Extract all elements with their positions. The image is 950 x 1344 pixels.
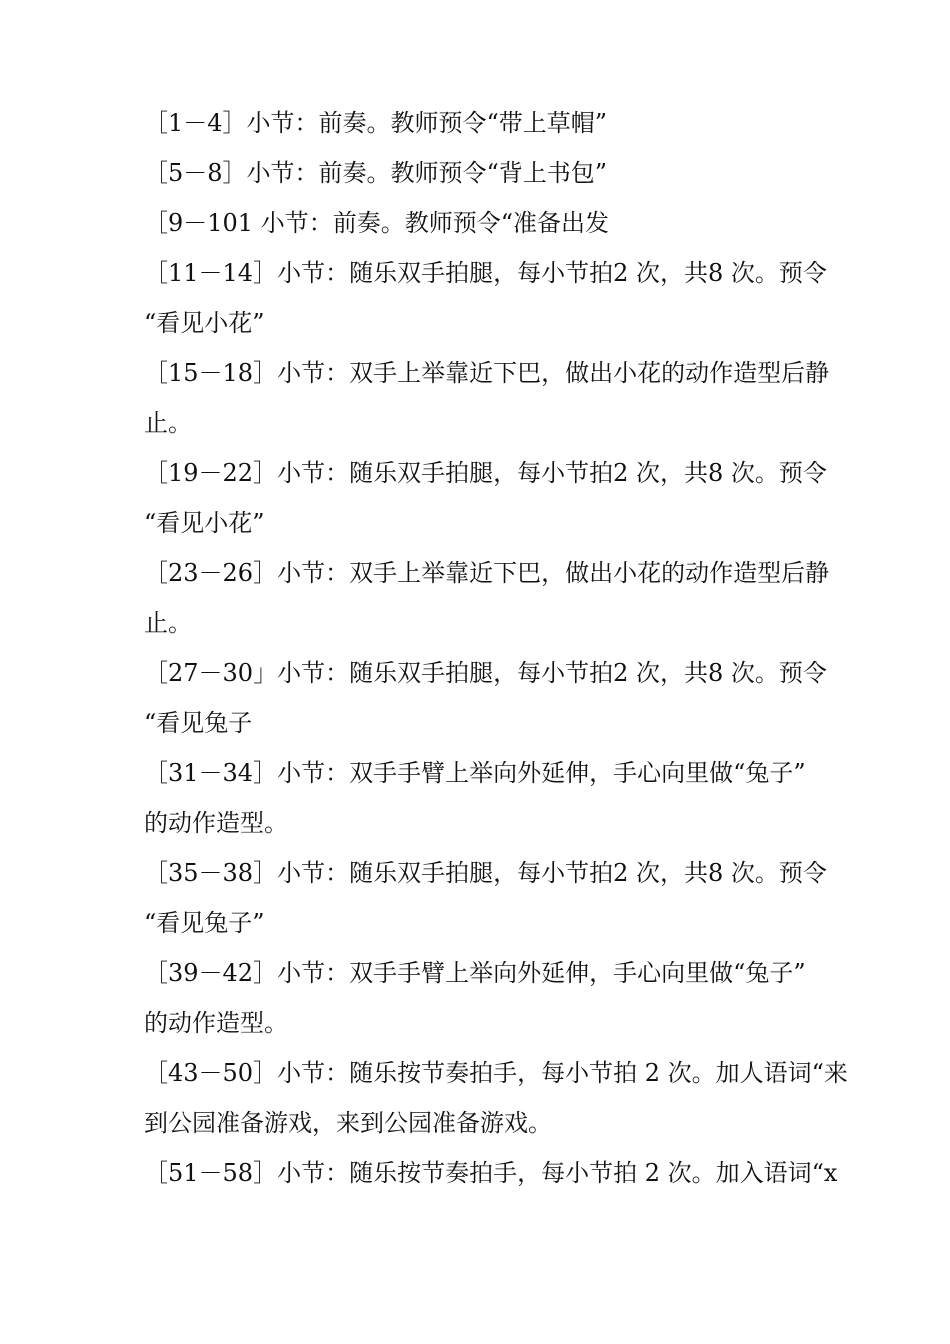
text-line: ［39－42］小节：双手手臂上举向外延伸，手心向里做“兔子” (144, 959, 806, 987)
paragraph-12 (144, 1048, 848, 1148)
paragraph-5 (144, 348, 830, 448)
paragraph-3 (144, 198, 824, 248)
text-line: 止。 (144, 409, 192, 437)
paragraph-11 (144, 948, 824, 1048)
paragraph-9 (144, 748, 824, 848)
text-line: ［19－22］小节：随乐双手拍腿，每小节拍2 次，共8 次。预令 (144, 459, 827, 487)
text-line: 止。 (144, 609, 192, 637)
text-line: 到公园准备游戏，来到公园准备游戏。 (144, 1109, 552, 1137)
paragraph-10 (144, 848, 827, 948)
text-line: ［15－18］小节：双手上举靠近下巴，做出小花的动作造型后静 (144, 359, 830, 387)
paragraph-7 (144, 548, 830, 648)
text-line: “看见小花” (144, 509, 265, 537)
text-line: “看见兔子” (144, 909, 265, 937)
paragraph-8 (144, 648, 827, 748)
text-line: ［11－14］小节：随乐双手拍腿，每小节拍2 次，共8 次。预令 (144, 259, 827, 287)
text-line: ［31－34］小节：双手手臂上举向外延伸，手心向里做“兔子” (144, 759, 806, 787)
text-line: ［27－30」小节：随乐双手拍腿，每小节拍2 次，共8 次。预令 (144, 659, 827, 687)
text-line: “看见兔子 (144, 709, 253, 737)
paragraph-1 (144, 98, 824, 148)
text-line: ［1－4］小节：前奏。教师预令“带上草帽” (144, 109, 608, 137)
text-line: ［5－8］小节：前奏。教师预令“背上书包” (144, 159, 608, 187)
text-line: ［51－58］小节：随乐按节奏拍手，每小节拍 2 次。加入语词“x (144, 1159, 838, 1187)
text-line: “看见小花” (144, 309, 265, 337)
paragraph-4 (144, 248, 827, 348)
paragraph-6 (144, 448, 827, 548)
paragraph-13 (144, 1148, 838, 1198)
text-line: 的动作造型。 (144, 809, 288, 837)
text-line: ［9－101 小节：前奏。教师预令“准备出发 (144, 209, 609, 237)
paragraph-2 (144, 148, 824, 198)
text-line: 的动作造型。 (144, 1009, 288, 1037)
text-line: ［23－26］小节：双手上举靠近下巴，做出小花的动作造型后静 (144, 559, 830, 587)
text-line: ［35－38］小节：随乐双手拍腿，每小节拍2 次，共8 次。预令 (144, 859, 827, 887)
text-line: ［43－50］小节：随乐按节奏拍手，每小节拍 2 次。加人语词“来 (144, 1059, 848, 1087)
document-body (144, 98, 848, 1198)
